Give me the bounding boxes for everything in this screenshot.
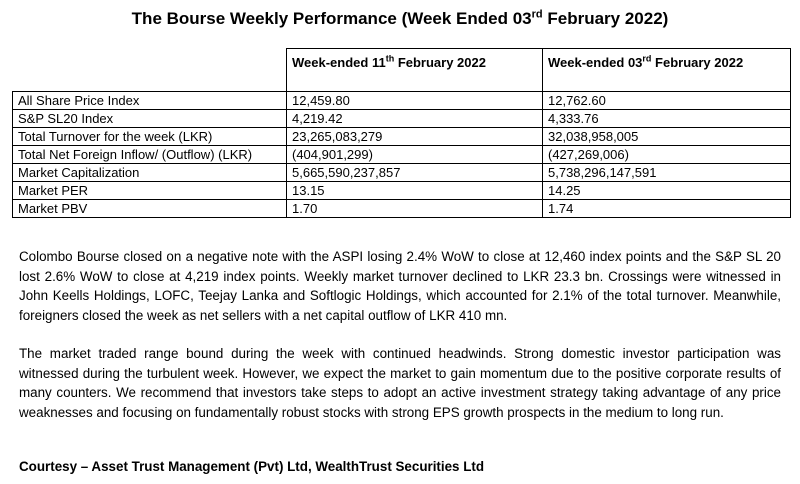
row-label: Total Turnover for the week (LKR) <box>13 128 287 146</box>
header-superscript: rd <box>642 53 652 64</box>
header-blank-cell <box>13 49 287 92</box>
header-suffix: February 2022 <box>394 55 486 70</box>
header-prefix: Week-ended 11 <box>292 55 386 70</box>
row-label: Market PBV <box>13 200 287 218</box>
page-title <box>0 8 800 30</box>
row-value-week-11: 1.70 <box>287 200 543 218</box>
title-prefix: The Bourse Weekly Performance (Week Ended 03 <box>131 9 532 28</box>
table-row <box>13 182 791 200</box>
title-superscript: rd <box>531 8 543 21</box>
row-label: All Share Price Index <box>13 92 287 110</box>
header-prefix: Week-ended 03 <box>548 55 643 70</box>
row-label: Market Capitalization <box>13 164 287 182</box>
row-value-week-11: 5,665,590,237,857 <box>287 164 543 182</box>
row-value-week-11: 12,459.80 <box>287 92 543 110</box>
market-summary-paragraph: Colombo Bourse closed on a negative note with the ASPI losing 2.4% WoW to close at 12,460 index points and the S&P SL 20 lost 2.6% WoW to close at 4,219 index points. Weekly market turnover declined to LKR 23.3 bn. Crossings were witnessed in John Keells Holdings, LOFC, Teejay Lanka and Softlogic Holdings, which accounted for 2.1% of the total turnover. Meanwhile, foreigners closed the week as net sellers with a net capital outflow of LKR 410 mn. <box>19 249 781 323</box>
header-week-11-feb <box>287 49 543 92</box>
row-label: Market PER <box>13 182 287 200</box>
courtesy-note: Courtesy – Asset Trust Management (Pvt) Ltd, WealthTrust Securities Ltd <box>19 459 485 474</box>
header-superscript: th <box>385 53 395 64</box>
table-row <box>13 200 791 218</box>
row-value-week-03: 32,038,958,005 <box>543 128 791 146</box>
row-value-week-03: 5,738,296,147,591 <box>543 164 791 182</box>
table-row <box>13 110 791 128</box>
row-value-week-11: (404,901,299) <box>287 146 543 164</box>
row-value-week-03: 14.25 <box>543 182 791 200</box>
row-value-week-03: 1.74 <box>543 200 791 218</box>
market-outlook-paragraph: The market traded range bound during the week with continued headwinds. Strong domestic investor participation was witnessed during the turbulent week. However, we expect the market to gain momentum due to the positive corporate results of many counters. We recommend that investors take steps to adopt an active investment strategy taking advantage of any price weaknesses and focusing on fundamentally robust stocks with strong EPS growth prospects in the medium to long run. <box>19 346 781 420</box>
table-row <box>13 128 791 146</box>
row-value-week-03: (427,269,006) <box>543 146 791 164</box>
row-value-week-03: 12,762.60 <box>543 92 791 110</box>
row-label: S&P SL20 Index <box>13 110 287 128</box>
title-suffix: February 2022) <box>542 9 669 28</box>
row-value-week-11: 4,219.42 <box>287 110 543 128</box>
row-value-week-11: 13.15 <box>287 182 543 200</box>
table-row <box>13 164 791 182</box>
table-header-row <box>13 49 791 92</box>
row-value-week-03: 4,333.76 <box>543 110 791 128</box>
table-row <box>13 92 791 110</box>
row-label: Total Net Foreign Inflow/ (Outflow) (LKR) <box>13 146 287 164</box>
header-week-03-feb <box>543 49 791 92</box>
header-suffix: February 2022 <box>651 55 744 70</box>
row-value-week-11: 23,265,083,279 <box>287 128 543 146</box>
performance-table <box>12 48 791 218</box>
table-row <box>13 146 791 164</box>
